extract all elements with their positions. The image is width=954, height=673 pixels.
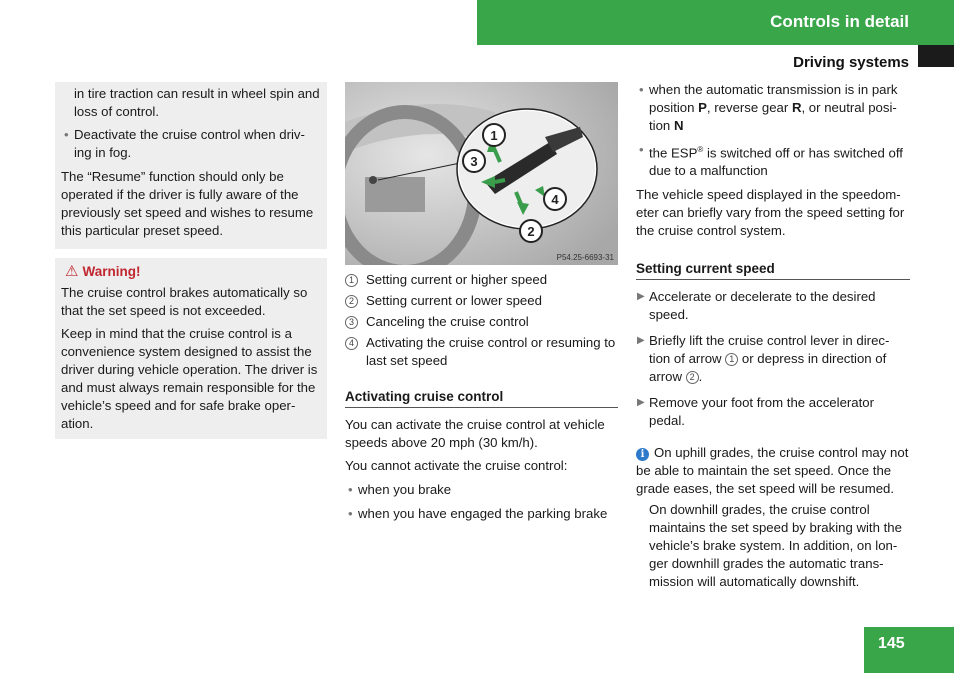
chapter-title: Controls in detail [770,12,909,31]
number-circle-icon: 1 [345,274,358,287]
bullet-text: when the automatic transmission is in park position [649,82,898,115]
gear-letter: P [698,100,707,115]
warning-title: Warning! [82,264,141,279]
bullet-icon: • [639,82,644,97]
page-number: 145 [878,635,905,652]
body-text: You can activate the cruise control at vehicle speeds above 20 mph (30 km/h). [345,417,605,450]
section-title: Driving systems [793,54,909,71]
bullet-text: , reverse gear [706,100,792,115]
info-text: On downhill grades, the cruise control maintains the set speed by braking with the vehicle’s brake system. In addition, on lon-ger downhill grades the automatic trans-mission will automatically downshift. [649,502,902,590]
bullet-text: when you brake [358,482,452,497]
info-text: On uphill grades, the cruise control may not be able to maintain the set speed. Once the grade eases, the set speed will be resumed. [636,445,909,497]
middle-column [345,271,618,529]
svg-text:3: 3 [470,154,478,169]
bullet-text: is switched off or has switched off due to a malfunction [649,145,903,179]
header-bar [477,0,954,45]
bullet-icon: • [348,482,353,497]
bullet-text: , or neutral posi-tion [649,100,897,133]
list-item [345,505,618,523]
cruise-control-lever-illustration [345,82,618,265]
setting-speed-heading: Setting current speed [636,260,910,280]
step-arrow-icon: ▶ [637,335,645,347]
right-column [636,81,910,596]
step-text: Briefly lift the cruise control lever in direc-tion of arrow [649,333,890,367]
instruction-step [636,394,910,430]
figure-legend [345,271,618,370]
number-circle-icon: 2 [345,295,358,308]
step-arrow-icon: ▶ [637,291,645,303]
legend-text: Setting current or higher speed [366,272,548,287]
bullet-icon: • [639,142,644,157]
list-item [636,141,910,180]
list-item [345,271,618,289]
box-text: in tire traction can result in wheel spin and loss of control. [74,86,320,119]
step-arrow-icon: ▶ [637,397,645,409]
left-column [55,82,327,439]
caution-box [55,82,327,249]
bullet-text: Deactivate the cruise control when driv-ing in fog. [74,127,305,160]
body-text: The vehicle speed displayed in the speedom-eter can briefly vary from the speed setting for the cruise control system. [636,187,905,239]
number-circle-icon: 1 [725,353,738,366]
list-item [636,81,910,135]
figure-code: P54.25-6693-31 [556,253,614,262]
gear-letter: R [791,100,802,115]
bullet-icon: • [348,506,353,521]
list-item [345,313,618,331]
warning-text: The cruise control brakes automatically so that the set speed is not exceeded. [61,285,308,318]
gear-letter: N [673,118,684,133]
cruise-control-figure [345,82,618,265]
bullet-text: the ESP [649,145,698,161]
number-circle-icon: 3 [345,316,358,329]
registered-mark: ® [697,145,704,154]
step-text: or depress in direction of arrow [649,351,887,385]
list-item [345,481,618,499]
legend-text: Activating the cruise control or resuming to last set speed [366,335,616,368]
info-note [636,444,910,591]
warning-heading [65,263,321,281]
warning-triangle-icon: ⚠ [65,263,79,280]
step-text: . [698,369,703,385]
number-circle-icon: 2 [686,371,699,384]
list-item [61,126,321,162]
section-tab-marker [918,45,954,67]
number-circle-icon: 4 [345,337,358,350]
list-item [345,334,618,370]
list-item [345,292,618,310]
svg-text:2: 2 [527,224,535,239]
box-text: The “Resume” function should only be operated if the driver is fully aware of the previously set speed and wishes to resume this particular preset speed. [61,169,314,238]
step-text: Remove your foot from the accelerator pedal. [649,395,875,429]
bullet-icon: • [64,127,69,142]
instruction-step [636,288,910,324]
instruction-step [636,332,910,386]
warning-box [55,258,327,439]
info-icon: i [636,448,649,461]
body-text: You cannot activate the cruise control: [345,458,568,473]
svg-text:1: 1 [490,128,498,143]
legend-text: Canceling the cruise control [366,314,529,329]
warning-text: Keep in mind that the cruise control is a convenience system designed to assist the driver during vehicle operation. The driver is and must always remain responsible for the vehicle’s speed and for safe brake oper-ation. [61,326,318,431]
legend-text: Setting current or lower speed [366,293,542,308]
svg-text:4: 4 [551,192,559,207]
activating-heading: Activating cruise control [345,388,618,408]
step-text: Accelerate or decelerate to the desired speed. [649,289,876,323]
page-number-box [864,627,954,673]
bullet-text: when you have engaged the parking brake [358,506,608,521]
